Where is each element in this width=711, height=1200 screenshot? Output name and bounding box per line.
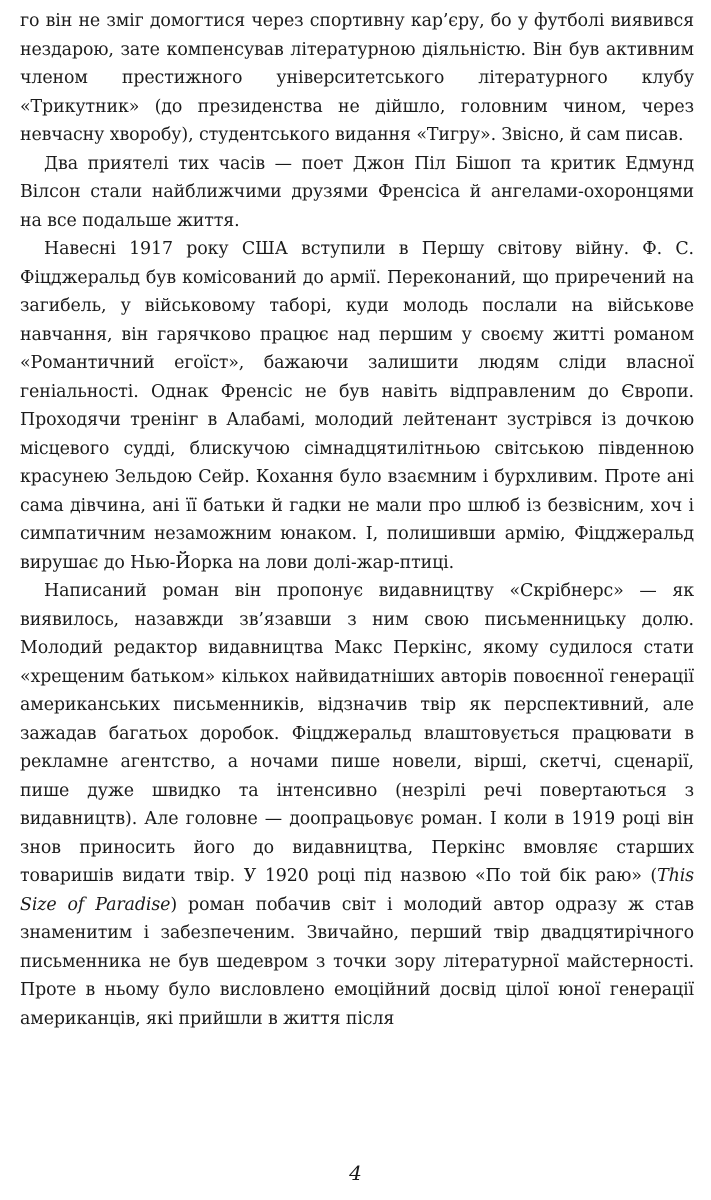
paragraph-novel — [20, 577, 694, 1033]
paragraph-novel-text-end: ) роман побачив світ і молодий автор одразу ж став знаменитим і забезпеченим. Звичайно, перший твір двадцятирічного письменника не був шедевром з точки зору літературної майстерності. Проте в ньому було висловлено емоційний досвід цілої юної генерації американців, які прийшли в життя після — [20, 894, 694, 1029]
paragraph-novel-italic-title: This Size of Paradise — [20, 866, 694, 915]
paragraph-novel-text-start: Написаний роман він пропонує видавництву «Скрібнерс» — як виявилось, назавжди зв’язавши з ним свою письменницьку долю. Молодий редактор видавництва Макс Перкінс, якому судилося стати «хрещеним батьком» кількох найвидатніших авторів повоєнної генерації американських письменників, відзначив твір як перспективний, але зажадав багатьох доробок. Фіцджеральд влаштовується працювати в рекламне агентство, а ночами пише новели, вірші, скетчі, сценарії, пише дуже швидко та інтенсивно (незрілі речі повертаються з видавництв). Але головне — доопрацьовує роман. І коли в 1919 році він знов приносить його до видавництва, Перкінс вмовляє старших товаришів видати твір. У 1920 році під назвою «По той бік раю» ( — [20, 581, 694, 886]
paragraph-friends: Два приятелі тих часів — поет Джон Піл Бішоп та критик Едмунд Вілсон стали найближчими друзями Френсіса й ангелами-охоронцями на все подальше життя. — [20, 153, 694, 231]
page-body — [20, 7, 694, 1033]
paragraph-continuation: го він не зміг домогтися через спортивну кар’єру, бо у футболі виявився нездарою, зате компенсував літературною діяльністю. Він був активним членом престижного університетського літературного клубу «Трикутник» (до президенства не дійшло, головним чином, через невчасну хворобу), студентського видання «Тигру». Звісно, й сам писав. — [20, 11, 694, 145]
page-number: 4 — [349, 1161, 362, 1185]
paragraph-war: Навесні 1917 року США вступили в Першу світову війну. Ф. С. Фіцджеральд був комісований до армії. Переконаний, що приречений на загибель, у військовому таборі, куди молодь послали на військове навчання, він гарячково працює над першим у своєму житті романом «Романтичний егоїст», бажаючи залишити людям сліди власної геніальності. Однак Френсіс не був навіть відправленим до Європи. Проходячи тренінг в Алабамі, молодий лейтенант зустрівся із дочкою місцевого судді, блискучою сімнадцятилітньою світською південною красунею Зельдою Сейр. Кохання було взаємним і бурхливим. Проте ані сама дівчина, ані її батьки й гадки не мали про шлюб із безвісним, хоч і симпатичним незаможним юнаком. І, полишивши армію, Фіцджеральд вирушає до Нью-Йорка на лови долі-жар-птиці. — [20, 239, 694, 573]
